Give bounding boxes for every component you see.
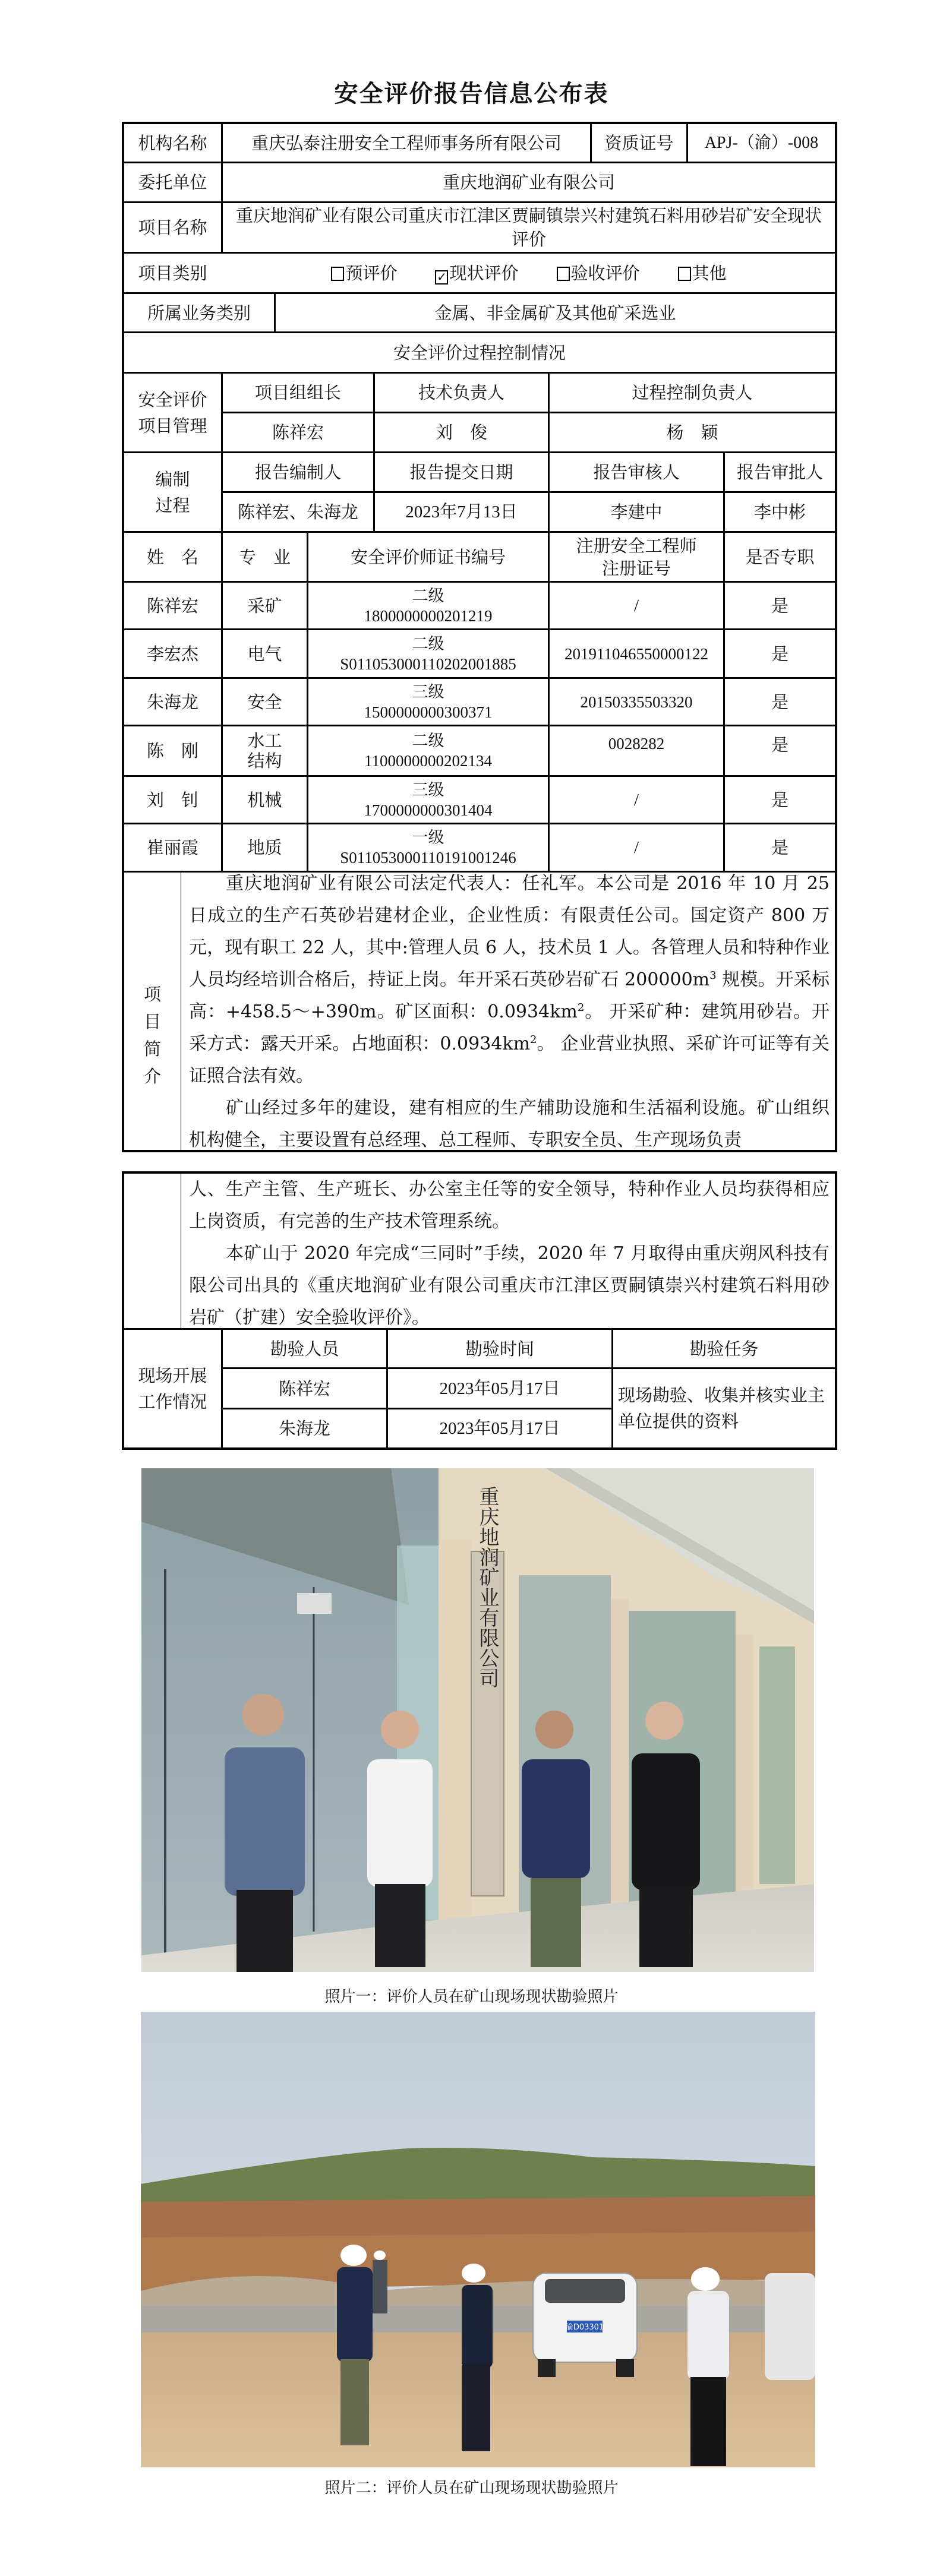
person-fulltime: 是 (771, 735, 789, 755)
photo-1-caption: 照片一：评价人员在矿山现场现状勘验照片 (324, 1988, 619, 2006)
category-option-acceptance[interactable]: 验收评价 (557, 262, 640, 285)
process-section-title: 安全评价过程控制情况 (393, 342, 566, 363)
checkbox-checked-icon[interactable]: ✓ (435, 270, 448, 285)
person-fulltime: 是 (771, 643, 789, 664)
white-suv (533, 2273, 637, 2377)
person-cert: 二级 1800000000201219 (364, 586, 493, 625)
cert-value: APJ-（渝）-008 (704, 133, 819, 152)
client-value: 重庆地润矿业有限公司 (442, 172, 615, 192)
mgmt-tech: 刘 俊 (435, 422, 487, 442)
site-person: 陈祥宏 (278, 1378, 330, 1399)
svg-text:渝D03301: 渝D03301 (565, 2323, 604, 2332)
inspector-2 (462, 2264, 493, 2451)
personnel-header-fulltime: 是否专职 (745, 546, 815, 567)
comp-header-reviewer: 报告审核人 (593, 462, 680, 482)
person-cert: 二级 1100000000202134 (364, 732, 492, 770)
inspector-3 (687, 2267, 729, 2466)
comp-date: 2023年7月13日 (405, 502, 518, 521)
photo-office-entrance (141, 1468, 814, 1972)
mgmt-header-control: 过程控制负责人 (632, 383, 753, 403)
site-work-label: 现场开展工作情况 (138, 1366, 207, 1412)
comp-header-approver: 报告审批人 (736, 462, 823, 482)
management-label: 安全评价项目管理 (138, 389, 207, 436)
mgmt-leader: 陈祥宏 (272, 422, 324, 442)
cert-label: 资质证号 (604, 132, 674, 153)
comp-header-author: 报告编制人 (254, 462, 341, 482)
personnel-header-major: 专 业 (238, 546, 291, 567)
site-header-person: 勘验人员 (270, 1338, 339, 1359)
project-label: 项目名称 (138, 217, 207, 238)
person-name: 李宏杰 (146, 643, 198, 664)
person-reg: 201911046550000122 (564, 644, 708, 663)
project-value: 重庆地润矿业有限公司重庆市江津区贾嗣镇崇兴村建筑石料用砂岩矿安全现状评价 (235, 206, 822, 249)
person-major: 电气 (247, 643, 282, 664)
person-fulltime: 是 (771, 691, 789, 712)
person-major: 水工结构 (247, 731, 282, 771)
category-label: 项目类别 (138, 263, 207, 283)
photo-mine-site (141, 2012, 815, 2467)
inspector-1 (337, 2245, 373, 2445)
category-options (223, 254, 835, 292)
person-fulltime: 是 (771, 837, 789, 858)
comp-author: 陈祥宏、朱海龙 (237, 502, 358, 522)
person-name: 陈祥宏 (146, 595, 198, 616)
compilation-label: 编制过程 (155, 469, 190, 516)
person-major: 地质 (247, 837, 282, 858)
category-option-pre[interactable]: 预评价 (331, 262, 397, 285)
agency-value: 重庆弘泰注册安全工程师事务所有限公司 (251, 132, 562, 153)
intro-text-continued: 人、生产主管、生产班长、办公室主任等的安全领导，特种作业人员均获得相应上岗资质，有完善的生产技术管理系统。 本矿山于 2020 年完成“三同时”手续，2020 年 7 月取得由重庆朔风科技有限公司出具的《重庆地润矿业有限公司重庆市江津区贾嗣镇崇兴村建筑石料用砂岩矿（扩建）安全验收评价》。 (189, 1179, 830, 1328)
mgmt-header-tech: 技术负责人 (418, 383, 504, 403)
page-title: 安全评价报告信息公布表 (334, 80, 609, 108)
person-major: 机械 (247, 789, 282, 810)
person-reg: 0028282 (608, 735, 665, 753)
business-value: 金属、非金属矿及其他矿采选业 (434, 302, 676, 323)
site-header-date: 勘验时间 (465, 1338, 534, 1359)
business-label: 所属业务类别 (147, 302, 251, 323)
person-major: 采矿 (247, 595, 282, 616)
comp-header-date: 报告提交日期 (409, 462, 513, 482)
site-date: 2023年05月17日 (439, 1419, 560, 1438)
mgmt-header-leader: 项目组组长 (254, 383, 341, 403)
mine-site-image (141, 2012, 815, 2467)
comp-reviewer: 李建中 (610, 502, 663, 522)
client-label: 委托单位 (138, 172, 207, 192)
site-person: 朱海龙 (278, 1418, 330, 1439)
personnel-header-cert: 安全评价师证书编号 (350, 546, 506, 567)
person-reg: / (633, 596, 639, 615)
checkbox-icon[interactable] (678, 267, 691, 281)
category-option-other[interactable]: 其他 (678, 262, 727, 285)
person-name: 陈 刚 (146, 741, 198, 761)
comp-approver: 李中彬 (753, 502, 806, 522)
person-fulltime: 是 (771, 595, 789, 616)
person-name: 朱海龙 (146, 691, 198, 712)
personnel-header-reg: 注册安全工程师注册证号 (576, 535, 697, 579)
person-cert: 二级 S011053000110202001885 (340, 634, 516, 673)
person-name: 崔丽霞 (146, 837, 198, 858)
agency-label: 机构名称 (138, 132, 207, 153)
sign-text: 重庆地润矿业有限公司 (475, 1486, 499, 1688)
mgmt-control: 杨 颖 (666, 422, 718, 442)
checkbox-icon[interactable] (557, 267, 570, 281)
person-cert: 三级 1500000000300371 (364, 682, 493, 721)
checkbox-icon[interactable] (331, 267, 344, 281)
person-major: 安全 (247, 691, 282, 712)
office-building-image (141, 1468, 814, 1972)
person-reg: / (633, 838, 639, 857)
site-header-task: 勘验任务 (689, 1338, 759, 1359)
person-name: 刘 钊 (146, 789, 198, 810)
site-task: 现场勘验、收集并核实业主单位提供的资料 (618, 1385, 825, 1431)
site-date: 2023年05月17日 (439, 1379, 560, 1398)
category-option-current[interactable]: ✓ 现状评价 (435, 262, 518, 285)
person-cert: 一级 S011053000110191001246 (340, 829, 516, 867)
person-fulltime: 是 (771, 789, 789, 810)
intro-label: 项目简介 (143, 984, 161, 1086)
personnel-header-name: 姓 名 (146, 546, 198, 567)
photo-2-caption: 照片二：评价人员在矿山现场现状勘验照片 (324, 2479, 619, 2497)
intro-text: 重庆地润矿业有限公司法定代表人：任礼军。本公司是 2016 年 10 月 25 日成立的生产石英砂岩建材企业，企业性质：有限责任公司。国定资产 800 万元，现有职工 22 人，其中:管理人员 6 人，技术员 1 人。各管理人员和特种作业人员均经培训合格后，持证上岗。年开采石英砂岩矿石 $200000m^3$ 规模。开采标高：+458.5～+390m。矿区面积：$0.0934km^2$。 开采矿种：建筑用砂岩。开采方式：露天开采。占地面积：$0.0934km^2$。 企业营业执照、采矿许可证等有关证照合法有效。 矿山经过多年的建设，建有相应的生产辅助设施和生活福利设施。矿山组织机构健全，主要设置有总经理、总工程师、专职安全员、生产现场负责 (189, 873, 830, 1150)
person-cert: 三级 1700000000301404 (364, 780, 493, 819)
person-reg: / (633, 790, 639, 810)
person-reg: 20150335503320 (580, 693, 693, 711)
